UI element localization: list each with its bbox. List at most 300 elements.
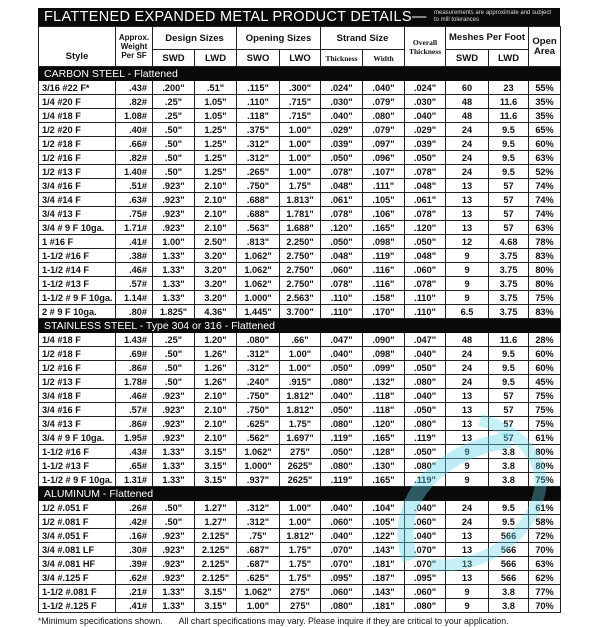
cell-open-area: 83% — [529, 305, 561, 319]
cell-weight: .41# — [116, 235, 153, 249]
cell-mesh-lwd: 11.6 — [489, 109, 529, 123]
cell-strand-width: .079" — [363, 95, 405, 109]
cell-overall-thickness: .080" — [405, 459, 446, 473]
cell-opening-swo: .312" — [237, 347, 280, 361]
cell-mesh-swd: 9 — [446, 585, 489, 599]
cell-mesh-lwd: 57 — [489, 207, 529, 221]
cell-weight: .63# — [116, 193, 153, 207]
cell-strand-width: .187" — [363, 571, 405, 585]
cell-design-lwd: 1.05" — [195, 109, 237, 123]
cell-strand-thickness: .060" — [321, 585, 363, 599]
table-row — [39, 95, 561, 109]
cell-style: 3/4 #13 F — [39, 417, 116, 431]
cell-style: 2 # 9 F 10ga. — [39, 305, 116, 319]
cell-mesh-swd: 9 — [446, 291, 489, 305]
cell-open-area: 62% — [529, 571, 561, 585]
cell-style: 1/2 #16 F — [39, 361, 116, 375]
cell-design-lwd: 1.27" — [195, 501, 237, 515]
cell-design-lwd: 1.26" — [195, 361, 237, 375]
cell-strand-width: .165" — [363, 431, 405, 445]
cell-strand-width: .158" — [363, 291, 405, 305]
cell-mesh-lwd: 3.8 — [489, 599, 529, 613]
cell-strand-width: .080" — [363, 109, 405, 123]
cell-open-area: 72% — [529, 529, 561, 543]
table-row — [39, 151, 561, 165]
cell-strand-width: .097" — [363, 137, 405, 151]
cell-mesh-swd: 13 — [446, 431, 489, 445]
header-mesh-swd: SWD — [446, 50, 489, 67]
cell-mesh-lwd: 57 — [489, 389, 529, 403]
cell-open-area: 35% — [529, 95, 561, 109]
cell-mesh-swd: 13 — [446, 207, 489, 221]
cell-mesh-swd: 48 — [446, 333, 489, 347]
cell-design-lwd: 2.125" — [195, 571, 237, 585]
cell-opening-lwo: 2.563" — [280, 291, 321, 305]
cell-strand-thickness: .048" — [321, 179, 363, 193]
cell-overall-thickness: .095" — [405, 571, 446, 585]
cell-design-swd: 1.33" — [153, 263, 195, 277]
cell-design-lwd: 2.10" — [195, 403, 237, 417]
cell-overall-thickness: .030" — [405, 95, 446, 109]
cell-mesh-lwd: 9.5 — [489, 515, 529, 529]
cell-strand-width: .116" — [363, 263, 405, 277]
cell-strand-thickness: .060" — [321, 515, 363, 529]
cell-design-swd: .50" — [153, 137, 195, 151]
cell-open-area: 70% — [529, 543, 561, 557]
cell-mesh-lwd: 9.5 — [489, 137, 529, 151]
cell-overall-thickness: .120" — [405, 221, 446, 235]
table-row — [39, 137, 561, 151]
cell-opening-lwo: 1.00" — [280, 347, 321, 361]
cell-opening-lwo: 1.812" — [280, 389, 321, 403]
table-row — [39, 599, 561, 613]
cell-weight: .38# — [116, 249, 153, 263]
header-opening-sizes: Opening Sizes — [237, 27, 321, 50]
cell-design-lwd: 3.15" — [195, 599, 237, 613]
table-row — [39, 165, 561, 179]
cell-opening-lwo: 2625" — [280, 459, 321, 473]
cell-opening-swo: .375" — [237, 123, 280, 137]
cell-opening-lwo: .300" — [280, 81, 321, 95]
specs-body — [39, 67, 561, 613]
cell-style: 1-1/2 #16 F — [39, 445, 116, 459]
cell-design-swd: 1.33" — [153, 459, 195, 473]
header-mesh-lwd: LWD — [489, 50, 529, 67]
cell-strand-thickness: .078" — [321, 165, 363, 179]
cell-opening-lwo: 1.75" — [280, 543, 321, 557]
cell-strand-width: .116" — [363, 277, 405, 291]
cell-opening-lwo: 275" — [280, 585, 321, 599]
cell-opening-lwo: 1.00" — [280, 123, 321, 137]
cell-opening-lwo: .66" — [280, 333, 321, 347]
cell-mesh-lwd: 566 — [489, 571, 529, 585]
cell-style: 3/4 #.081 HF — [39, 557, 116, 571]
cell-design-lwd: 1.25" — [195, 151, 237, 165]
cell-strand-width: .040" — [363, 81, 405, 95]
cell-strand-thickness: .120" — [321, 221, 363, 235]
cell-opening-swo: .312" — [237, 501, 280, 515]
cell-opening-lwo: 1.75" — [280, 417, 321, 431]
table-row — [39, 501, 561, 515]
cell-design-lwd: 1.26" — [195, 347, 237, 361]
cell-weight: .21# — [116, 585, 153, 599]
cell-design-lwd: 2.125" — [195, 543, 237, 557]
cell-opening-swo: .687" — [237, 557, 280, 571]
cell-weight: .39# — [116, 557, 153, 571]
cell-weight: .62# — [116, 571, 153, 585]
cell-strand-width: .165" — [363, 473, 405, 487]
cell-opening-lwo: 1.00" — [280, 501, 321, 515]
cell-strand-thickness: .047" — [321, 333, 363, 347]
cell-strand-thickness: .030" — [321, 95, 363, 109]
cell-weight: .75# — [116, 207, 153, 221]
cell-strand-thickness: .040" — [321, 347, 363, 361]
cell-opening-swo: .750" — [237, 403, 280, 417]
cell-mesh-swd: 24 — [446, 361, 489, 375]
cell-design-swd: .923" — [153, 221, 195, 235]
cell-opening-lwo: .715" — [280, 109, 321, 123]
cell-design-swd: 1.33" — [153, 277, 195, 291]
header-overall-thickness: Overall Thickness — [405, 27, 446, 67]
cell-open-area: 80% — [529, 263, 561, 277]
cell-mesh-swd: 13 — [446, 221, 489, 235]
cell-mesh-lwd: 57 — [489, 403, 529, 417]
footer-footnote: *Minimum specifications shown. — [38, 616, 163, 626]
cell-style: 3/4 #.081 LF — [39, 543, 116, 557]
cell-design-swd: .923" — [153, 543, 195, 557]
cell-opening-swo: .750" — [237, 389, 280, 403]
cell-mesh-swd: 13 — [446, 403, 489, 417]
cell-strand-thickness: .029" — [321, 123, 363, 137]
cell-opening-swo: 1.062" — [237, 277, 280, 291]
cell-design-lwd: 3.20" — [195, 249, 237, 263]
cell-strand-thickness: .061" — [321, 193, 363, 207]
table-row — [39, 445, 561, 459]
cell-open-area: 75% — [529, 291, 561, 305]
cell-opening-swo: .937" — [237, 473, 280, 487]
cell-style: 3/4 #.051 F — [39, 529, 116, 543]
cell-overall-thickness: .050" — [405, 151, 446, 165]
cell-mesh-lwd: 566 — [489, 557, 529, 571]
cell-weight: 1.31# — [116, 473, 153, 487]
cell-strand-thickness: .070" — [321, 543, 363, 557]
cell-weight: .69# — [116, 347, 153, 361]
cell-open-area: 63% — [529, 151, 561, 165]
cell-opening-lwo: 1.688" — [280, 221, 321, 235]
cell-strand-width: .143" — [363, 543, 405, 557]
cell-open-area: 74% — [529, 207, 561, 221]
cell-weight: 1.95# — [116, 431, 153, 445]
cell-design-lwd: 2.10" — [195, 417, 237, 431]
cell-opening-swo: .687" — [237, 543, 280, 557]
cell-strand-thickness: .095" — [321, 571, 363, 585]
cell-opening-lwo: 1.00" — [280, 165, 321, 179]
cell-strand-width: .096" — [363, 151, 405, 165]
cell-design-swd: .50" — [153, 501, 195, 515]
product-details-sheet — [38, 0, 560, 613]
cell-opening-swo: 1.000" — [237, 459, 280, 473]
cell-strand-thickness: .048" — [321, 249, 363, 263]
cell-open-area: 35% — [529, 109, 561, 123]
cell-opening-swo: .563" — [237, 221, 280, 235]
cell-design-swd: .25" — [153, 333, 195, 347]
cell-style: 3/4 #.125 F — [39, 571, 116, 585]
cell-design-swd: 1.33" — [153, 291, 195, 305]
cell-mesh-swd: 48 — [446, 109, 489, 123]
cell-overall-thickness: .050" — [405, 445, 446, 459]
cell-open-area: 74% — [529, 179, 561, 193]
cell-mesh-swd: 13 — [446, 571, 489, 585]
header-design-sizes: Design Sizes — [153, 27, 237, 50]
cell-mesh-swd: 6.5 — [446, 305, 489, 319]
header-width: Width — [363, 50, 405, 67]
cell-open-area: 60% — [529, 361, 561, 375]
cell-opening-swo: .118" — [237, 109, 280, 123]
cell-design-swd: 1.33" — [153, 249, 195, 263]
cell-strand-thickness: .070" — [321, 557, 363, 571]
cell-strand-width: .128" — [363, 445, 405, 459]
cell-opening-lwo: 275" — [280, 445, 321, 459]
cell-opening-lwo: 1.813" — [280, 193, 321, 207]
cell-design-swd: .50" — [153, 375, 195, 389]
table-row — [39, 529, 561, 543]
cell-design-swd: 1.33" — [153, 445, 195, 459]
cell-style: 1/2 #.081 F — [39, 515, 116, 529]
cell-weight: .86# — [116, 361, 153, 375]
cell-design-lwd: 2.10" — [195, 179, 237, 193]
cell-mesh-lwd: 9.5 — [489, 347, 529, 361]
cell-mesh-lwd: 11.6 — [489, 95, 529, 109]
cell-opening-swo: .813" — [237, 235, 280, 249]
cell-mesh-lwd: 3.8 — [489, 473, 529, 487]
cell-mesh-lwd: 9.5 — [489, 123, 529, 137]
cell-weight: .57# — [116, 403, 153, 417]
cell-mesh-swd: 9 — [446, 473, 489, 487]
cell-opening-swo: 1.062" — [237, 263, 280, 277]
cell-mesh-swd: 13 — [446, 389, 489, 403]
cell-strand-thickness: .050" — [321, 361, 363, 375]
cell-opening-swo: 1.062" — [237, 585, 280, 599]
header-lwo: LWO — [280, 50, 321, 67]
cell-mesh-lwd: 9.5 — [489, 501, 529, 515]
cell-weight: 1.71# — [116, 221, 153, 235]
cell-mesh-lwd: 3.8 — [489, 459, 529, 473]
cell-mesh-swd: 9 — [446, 599, 489, 613]
cell-design-swd: .50" — [153, 361, 195, 375]
cell-opening-swo: .75" — [237, 529, 280, 543]
cell-overall-thickness: .039" — [405, 137, 446, 151]
cell-mesh-swd: 24 — [446, 151, 489, 165]
cell-weight: .57# — [116, 277, 153, 291]
table-row — [39, 81, 561, 95]
cell-opening-swo: .312" — [237, 137, 280, 151]
header-swd: SWD — [153, 50, 195, 67]
cell-design-lwd: 3.20" — [195, 277, 237, 291]
specs-table — [38, 26, 561, 613]
cell-design-swd: .923" — [153, 417, 195, 431]
cell-style: 1/2 #20 F — [39, 123, 116, 137]
cell-mesh-lwd: 23 — [489, 81, 529, 95]
cell-opening-lwo: 1.781" — [280, 207, 321, 221]
cell-opening-lwo: 2.750" — [280, 249, 321, 263]
cell-design-lwd: 2.125" — [195, 557, 237, 571]
cell-mesh-lwd: 57 — [489, 179, 529, 193]
header-weight: Approx. Weight Per SF — [116, 27, 153, 67]
cell-mesh-lwd: 3.75 — [489, 305, 529, 319]
cell-strand-width: .111" — [363, 179, 405, 193]
cell-open-area: 58% — [529, 515, 561, 529]
cell-mesh-lwd: 3.8 — [489, 585, 529, 599]
cell-strand-thickness: .060" — [321, 263, 363, 277]
cell-strand-width: .107" — [363, 165, 405, 179]
cell-strand-thickness: .080" — [321, 599, 363, 613]
cell-mesh-lwd: 9.5 — [489, 361, 529, 375]
cell-weight: .43# — [116, 445, 153, 459]
cell-overall-thickness: .060" — [405, 515, 446, 529]
cell-mesh-swd: 24 — [446, 165, 489, 179]
cell-overall-thickness: .050" — [405, 361, 446, 375]
cell-mesh-swd: 24 — [446, 123, 489, 137]
cell-mesh-lwd: 57 — [489, 431, 529, 445]
footer-disclaimer: All chart specifications may vary. Please inquire if they are critical to your application. — [178, 616, 509, 626]
cell-opening-lwo: 275" — [280, 599, 321, 613]
cell-strand-width: .181" — [363, 557, 405, 571]
cell-overall-thickness: .050" — [405, 235, 446, 249]
cell-strand-width: .079" — [363, 123, 405, 137]
cell-mesh-swd: 13 — [446, 543, 489, 557]
cell-design-lwd: 1.25" — [195, 123, 237, 137]
cell-open-area: 83% — [529, 249, 561, 263]
cell-weight: .41# — [116, 599, 153, 613]
cell-style: 1/2 #13 F — [39, 375, 116, 389]
cell-weight: .46# — [116, 263, 153, 277]
cell-weight: 1.40# — [116, 165, 153, 179]
cell-opening-swo: .115" — [237, 81, 280, 95]
table-row — [39, 403, 561, 417]
cell-mesh-lwd: 57 — [489, 417, 529, 431]
cell-opening-lwo: 2.750" — [280, 263, 321, 277]
cell-design-lwd: 3.15" — [195, 585, 237, 599]
table-row — [39, 221, 561, 235]
cell-mesh-swd: 9 — [446, 263, 489, 277]
cell-opening-swo: .110" — [237, 95, 280, 109]
cell-opening-swo: .750" — [237, 179, 280, 193]
table-row — [39, 361, 561, 375]
cell-strand-width: .143" — [363, 585, 405, 599]
page-title: FLATTENED EXPANDED METAL PRODUCT DETAILS— — [44, 9, 427, 25]
table-row — [39, 571, 561, 585]
cell-weight: 1.43# — [116, 333, 153, 347]
cell-overall-thickness: .040" — [405, 347, 446, 361]
cell-mesh-lwd: 9.5 — [489, 375, 529, 389]
cell-design-lwd: 2.50" — [195, 235, 237, 249]
section-label: STAINLESS STEEL - Type 304 or 316 - Flattened — [39, 319, 561, 333]
cell-style: 1/2 #18 F — [39, 347, 116, 361]
cell-design-swd: .923" — [153, 431, 195, 445]
cell-open-area: 28% — [529, 333, 561, 347]
cell-overall-thickness: .060" — [405, 263, 446, 277]
cell-mesh-swd: 24 — [446, 501, 489, 515]
cell-style: 1/4 #20 F — [39, 95, 116, 109]
cell-design-lwd: 3.15" — [195, 459, 237, 473]
cell-overall-thickness: .119" — [405, 473, 446, 487]
cell-overall-thickness: .110" — [405, 305, 446, 319]
cell-opening-swo: 1.062" — [237, 249, 280, 263]
header-lwd: LWD — [195, 50, 237, 67]
cell-strand-width: .099" — [363, 361, 405, 375]
cell-mesh-swd: 60 — [446, 81, 489, 95]
table-row — [39, 193, 561, 207]
cell-open-area: 77% — [529, 585, 561, 599]
cell-strand-width: .098" — [363, 347, 405, 361]
cell-weight: .30# — [116, 543, 153, 557]
section-label: CARBON STEEL - Flattened — [39, 67, 561, 81]
cell-opening-swo: 1.00" — [237, 599, 280, 613]
cell-overall-thickness: .050" — [405, 403, 446, 417]
cell-opening-lwo: 1.75" — [280, 571, 321, 585]
cell-design-swd: .923" — [153, 529, 195, 543]
header-strand-size: Strand Size — [321, 27, 405, 50]
cell-mesh-swd: 9 — [446, 445, 489, 459]
section-header — [39, 67, 561, 81]
cell-open-area: 75% — [529, 473, 561, 487]
cell-mesh-swd: 13 — [446, 179, 489, 193]
cell-opening-swo: .625" — [237, 571, 280, 585]
cell-style: 1-1/2 # 9 F 10ga. — [39, 473, 116, 487]
cell-open-area: 80% — [529, 459, 561, 473]
cell-opening-lwo: 1.00" — [280, 515, 321, 529]
cell-mesh-lwd: 566 — [489, 529, 529, 543]
cell-strand-width: .130" — [363, 459, 405, 473]
cell-strand-thickness: .050" — [321, 403, 363, 417]
cell-strand-thickness: .078" — [321, 207, 363, 221]
cell-style: 1-1/2 # 9 F 10ga. — [39, 291, 116, 305]
cell-design-lwd: 1.25" — [195, 137, 237, 151]
table-row — [39, 375, 561, 389]
cell-opening-swo: .240" — [237, 375, 280, 389]
cell-design-swd: .923" — [153, 179, 195, 193]
cell-opening-swo: .625" — [237, 417, 280, 431]
table-row — [39, 333, 561, 347]
cell-overall-thickness: .080" — [405, 375, 446, 389]
cell-weight: .82# — [116, 151, 153, 165]
cell-open-area: 63% — [529, 221, 561, 235]
cell-design-lwd: 1.20" — [195, 333, 237, 347]
cell-open-area: 60% — [529, 347, 561, 361]
cell-opening-swo: .080" — [237, 333, 280, 347]
footer — [38, 616, 578, 627]
cell-strand-thickness: .024" — [321, 81, 363, 95]
cell-style: 3/4 #14 F — [39, 193, 116, 207]
cell-strand-thickness: .039" — [321, 137, 363, 151]
table-row — [39, 277, 561, 291]
cell-style: 1/4 #18 F — [39, 109, 116, 123]
table-row — [39, 585, 561, 599]
cell-mesh-swd: 13 — [446, 557, 489, 571]
cell-strand-width: .165" — [363, 221, 405, 235]
cell-design-swd: .923" — [153, 389, 195, 403]
cell-mesh-swd: 9 — [446, 277, 489, 291]
cell-style: 1-1/2 #.125 F — [39, 599, 116, 613]
cell-strand-width: .118" — [363, 389, 405, 403]
cell-strand-thickness: .078" — [321, 277, 363, 291]
cell-open-area: 45% — [529, 375, 561, 389]
cell-strand-width: .119" — [363, 249, 405, 263]
cell-opening-lwo: 2625" — [280, 473, 321, 487]
cell-mesh-lwd: 57 — [489, 221, 529, 235]
cell-mesh-swd: 13 — [446, 193, 489, 207]
cell-strand-width: .122" — [363, 529, 405, 543]
